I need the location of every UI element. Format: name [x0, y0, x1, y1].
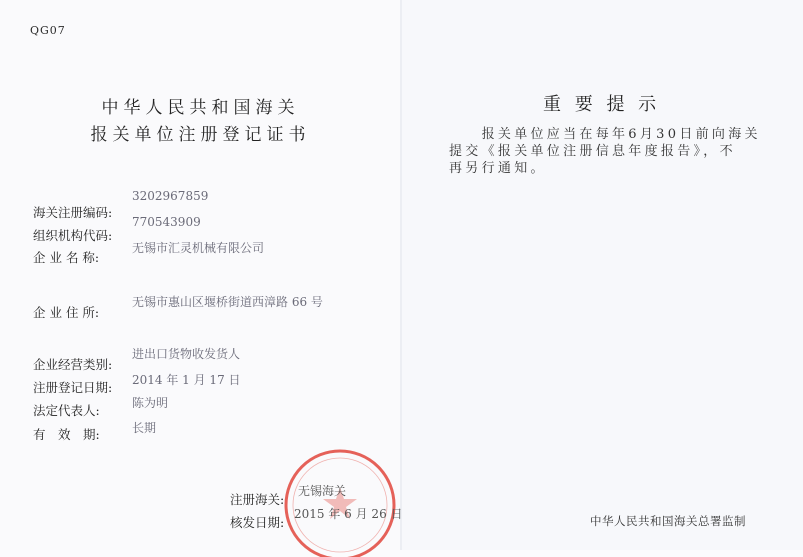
- certificate-title-line2: 报关单位注册登记证书: [90, 125, 311, 145]
- field-label: 组织机构代码:: [33, 228, 113, 243]
- field-label: 企 业 住 所:: [33, 305, 100, 320]
- field-label: 注册登记日期:: [33, 380, 113, 395]
- issuer-label: 注册海关:: [230, 492, 285, 507]
- issuer-value: 无锡海关: [298, 484, 347, 498]
- certificate-title-line1: 中华人民共和国海关: [101, 98, 300, 118]
- field-label: 企 业 名 称:: [33, 250, 100, 265]
- notice-line: 再另行通知。: [449, 161, 547, 176]
- field-value: 3202967859: [132, 189, 209, 203]
- field-value: 进出口货物收发货人: [132, 347, 241, 361]
- notice-line: 报关单位应当在每年6月30日前向海关: [449, 127, 761, 142]
- issue-date-label: 核发日期:: [230, 515, 285, 530]
- field-label: 企业经营类别:: [33, 357, 113, 372]
- notice-heading: 重 要 提 示: [543, 94, 661, 115]
- official-seal-stamp: [280, 447, 400, 557]
- field-value: 长期: [132, 421, 157, 435]
- field-value: 陈为明: [132, 396, 169, 410]
- notice-paragraph: [449, 126, 784, 177]
- field-label: 有 效 期:: [33, 427, 100, 442]
- issue-date-value: 2015 年 6 月 26 日: [294, 507, 403, 521]
- page-fold-divider: [400, 0, 402, 550]
- field-label: 海关注册编码:: [33, 205, 113, 220]
- field-value: 无锡市汇灵机械有限公司: [132, 241, 265, 255]
- certificate-right-page: [401, 0, 803, 550]
- supervisor-footer: 中华人民共和国海关总署监制: [590, 514, 746, 528]
- field-label: 法定代表人:: [33, 403, 100, 418]
- field-value: 2014 年 1 月 17 日: [132, 373, 241, 387]
- form-code: QG07: [30, 24, 66, 37]
- field-value: 770543909: [132, 215, 201, 229]
- field-value: 无锡市惠山区堰桥街道西漳路 66 号: [132, 295, 323, 309]
- notice-line: 提交《报关单位注册信息年度报告》，不: [449, 144, 736, 159]
